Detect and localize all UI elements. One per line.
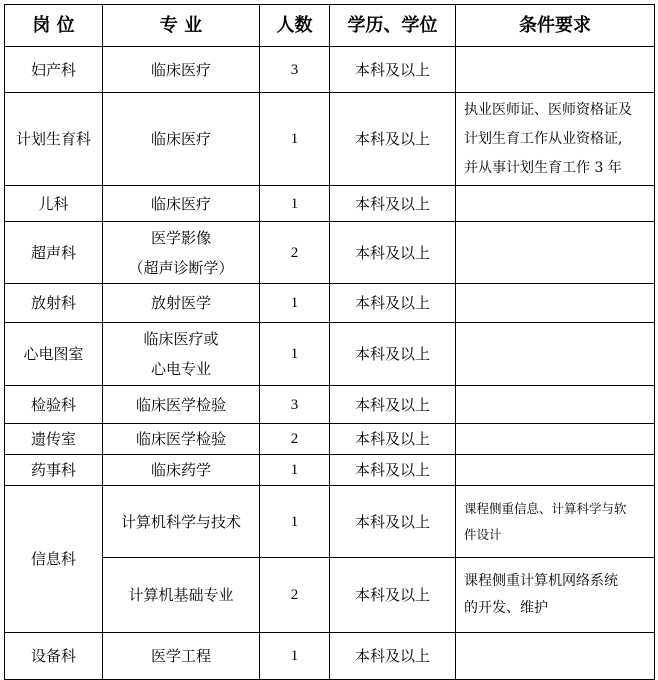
header-post: 岗 位 xyxy=(5,5,103,47)
major-line: 医学影像 xyxy=(150,228,211,247)
post-cell: 放射科 xyxy=(5,284,103,323)
post-cell: 心电图室 xyxy=(5,323,103,386)
requirements-line: 执业医师证、医师资格证及 xyxy=(464,101,632,118)
count-cell: 3 xyxy=(260,386,330,424)
requirements-cell xyxy=(456,93,655,186)
post-cell: 药事科 xyxy=(5,455,103,486)
post-cell: 儿科 xyxy=(5,186,103,222)
major-cell: 临床医疗 xyxy=(103,47,260,93)
count-cell: 1 xyxy=(260,633,330,680)
count-cell: 1 xyxy=(260,93,330,186)
requirements-cell xyxy=(456,284,655,323)
major-line: （超声诊断学） xyxy=(128,258,234,277)
requirements-cell xyxy=(456,323,655,386)
table-row xyxy=(5,486,655,558)
major-cell: 计算机基础专业 xyxy=(103,558,260,633)
post-cell: 遗传室 xyxy=(5,424,103,455)
header-requirements: 条件要求 xyxy=(456,5,655,47)
major-cell: 临床医学检验 xyxy=(103,386,260,424)
major-cell xyxy=(103,323,260,386)
requirements-cell xyxy=(456,424,655,455)
major-cell: 临床药学 xyxy=(103,455,260,486)
requirements-cell xyxy=(456,558,655,633)
table-row xyxy=(5,386,655,424)
requirements-line: 课程侧重信息、计算科学与软 xyxy=(464,500,627,516)
post-cell: 信息科 xyxy=(5,486,103,633)
post-cell: 超声科 xyxy=(5,222,103,284)
requirements-cell xyxy=(456,486,655,558)
degree-cell: 本科及以上 xyxy=(330,486,456,558)
requirements-line: 并从事计划生育工作 3 年 xyxy=(464,159,622,176)
table-row xyxy=(5,558,655,633)
degree-cell: 本科及以上 xyxy=(330,47,456,93)
requirements-cell xyxy=(456,47,655,93)
degree-cell: 本科及以上 xyxy=(330,323,456,386)
count-cell: 1 xyxy=(260,455,330,486)
header-major: 专 业 xyxy=(103,5,260,47)
major-cell xyxy=(103,222,260,284)
degree-cell: 本科及以上 xyxy=(330,186,456,222)
count-cell: 2 xyxy=(260,222,330,284)
degree-cell: 本科及以上 xyxy=(330,633,456,680)
post-cell: 检验科 xyxy=(5,386,103,424)
table-row xyxy=(5,284,655,323)
table-row xyxy=(5,323,655,386)
degree-cell: 本科及以上 xyxy=(330,284,456,323)
major-cell: 临床医学检验 xyxy=(103,424,260,455)
requirements-line: 的开发、维护 xyxy=(464,600,548,616)
requirements-cell xyxy=(456,633,655,680)
post-cell: 妇产科 xyxy=(5,47,103,93)
header-count: 人数 xyxy=(260,5,330,47)
count-cell: 3 xyxy=(260,47,330,93)
table-row xyxy=(5,222,655,284)
header-degree: 学历、学位 xyxy=(330,5,456,47)
requirements-line: 计划生育工作从业资格证, xyxy=(464,130,623,147)
count-cell: 1 xyxy=(260,323,330,386)
major-cell: 计算机科学与技术 xyxy=(103,486,260,558)
count-cell: 2 xyxy=(260,558,330,633)
major-cell: 放射医学 xyxy=(103,284,260,323)
requirements-cell xyxy=(456,386,655,424)
degree-cell: 本科及以上 xyxy=(330,222,456,284)
post-cell: 计划生育科 xyxy=(5,93,103,186)
major-line: 临床医疗或 xyxy=(143,330,219,348)
requirements-cell xyxy=(456,222,655,284)
table-row xyxy=(5,47,655,93)
requirements-line: 件设计 xyxy=(464,526,502,542)
degree-cell: 本科及以上 xyxy=(330,424,456,455)
recruitment-table xyxy=(4,4,655,680)
table-row xyxy=(5,186,655,222)
table-row xyxy=(5,93,655,186)
major-line: 心电专业 xyxy=(150,360,211,378)
requirements-cell xyxy=(456,455,655,486)
count-cell: 2 xyxy=(260,424,330,455)
count-cell: 1 xyxy=(260,186,330,222)
count-cell: 1 xyxy=(260,486,330,558)
degree-cell: 本科及以上 xyxy=(330,455,456,486)
count-cell: 1 xyxy=(260,284,330,323)
major-cell: 临床医疗 xyxy=(103,93,260,186)
table-row xyxy=(5,633,655,680)
header-row xyxy=(5,5,655,47)
major-cell: 临床医疗 xyxy=(103,186,260,222)
requirements-line: 课程侧重计算机网络系统 xyxy=(464,573,618,589)
requirements-cell xyxy=(456,186,655,222)
degree-cell: 本科及以上 xyxy=(330,386,456,424)
degree-cell: 本科及以上 xyxy=(330,558,456,633)
degree-cell: 本科及以上 xyxy=(330,93,456,186)
major-cell: 医学工程 xyxy=(103,633,260,680)
table-row xyxy=(5,455,655,486)
post-cell: 设备科 xyxy=(5,633,103,680)
table-row xyxy=(5,424,655,455)
